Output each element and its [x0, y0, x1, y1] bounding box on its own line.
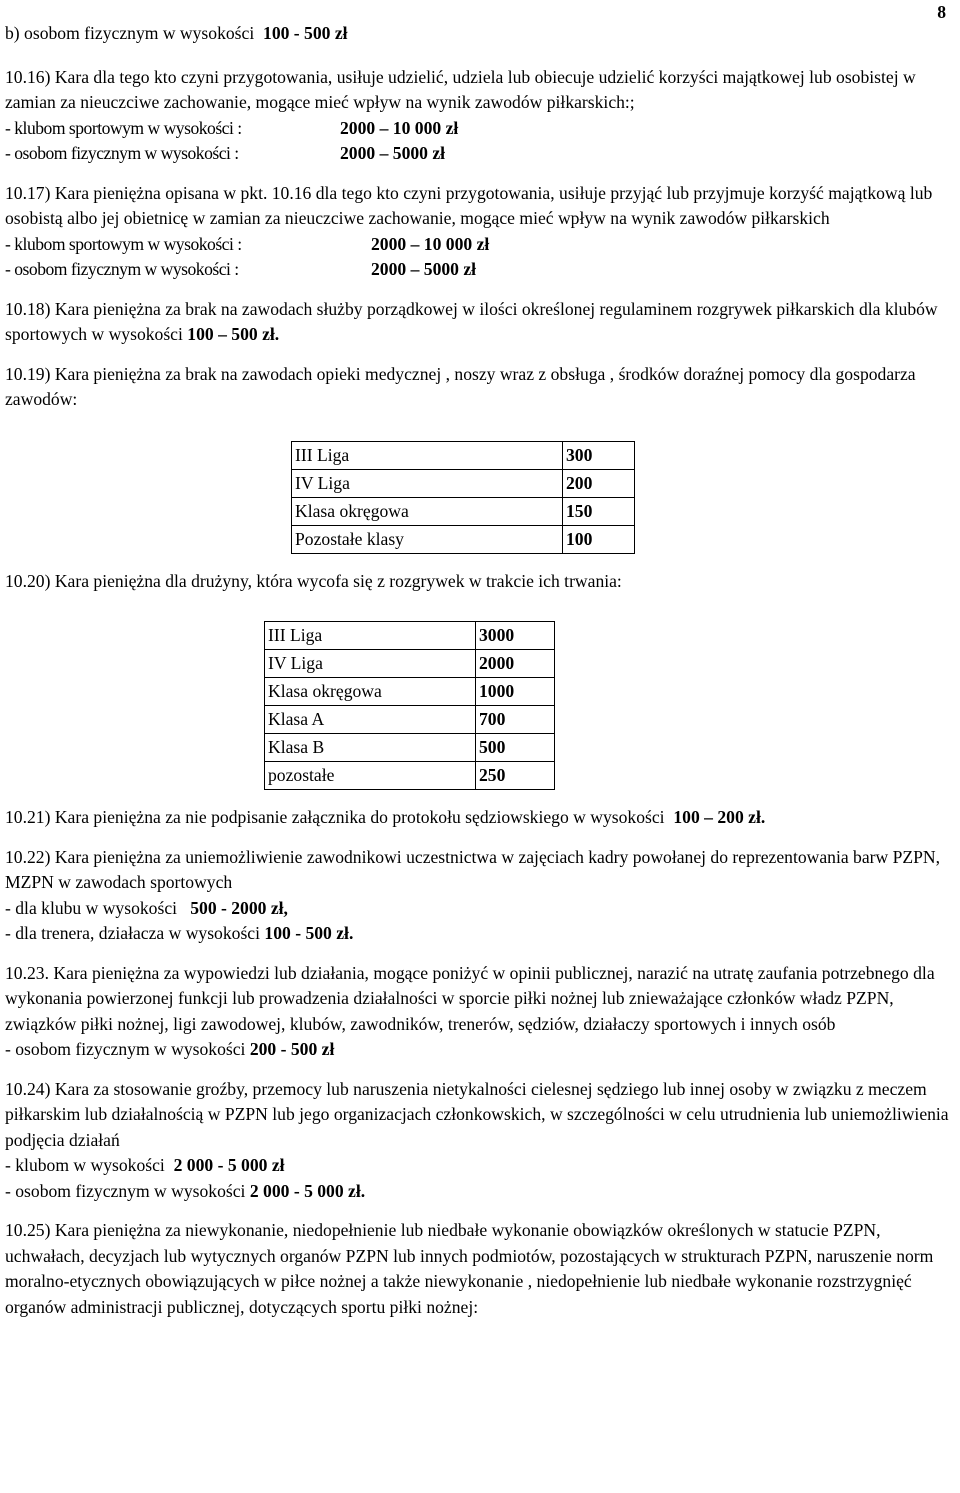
table-10-19 [291, 441, 635, 554]
league-cell: Klasa B [265, 734, 476, 762]
p16-person-row [5, 141, 955, 167]
p23-person-amount: 200 - 500 zł [249, 1039, 335, 1059]
amount-cell: 250 [476, 762, 555, 790]
p22-coach-label: - dla trenera, działacza w wysokości [5, 923, 260, 943]
amount-cell: 300 [563, 441, 635, 469]
p16-club-row [5, 116, 955, 142]
table-row [265, 622, 555, 650]
paragraph-10-19: 10.19) Kara pieniężna za brak na zawodach opieki medycznej , noszy wraz z obsługa , środków doraźnej pomocy dla gospodarza zawodów: [5, 363, 916, 409]
item-b-amount: 100 - 500 zł [263, 23, 348, 43]
table-row [292, 469, 635, 497]
amount-cell: 1000 [476, 678, 555, 706]
p22-club-label: - dla klubu w wysokości [5, 897, 178, 918]
p23-person-label: - osobom fizycznym w wysokości [5, 1039, 246, 1059]
p16-club-amount: 2000 – 10 000 zł [340, 117, 459, 138]
paragraph-10-22: 10.22) Kara pieniężna za uniemożliwienie zawodnikowi uczestnictwa w zajęciach kadry powołanej do reprezentowania barw PZPN, MZPN w zawodach sportowych [5, 846, 941, 892]
paragraph-10-16: 10.16) Kara dla tego kto czyni przygotowania, usiłuje udzielić, udziela lub obiecuje udzielić korzyści majątkowej lub osobistej w zamian za nieuczciwe zachowanie, mogące mieć wpływ na wynik zawodów piłkarskich:; [5, 66, 916, 112]
p17-person-amount: 2000 – 5000 zł [371, 259, 477, 279]
amount-cell: 200 [563, 469, 635, 497]
p24-person-amount: 2 000 - 5 000 zł. [249, 1180, 366, 1201]
amount-cell: 500 [476, 734, 555, 762]
item-b-text: b) osobom fizycznym w wysokości [5, 23, 255, 43]
league-cell: Klasa okręgowa [265, 678, 476, 706]
league-cell: III Liga [265, 622, 476, 650]
p16-person-label: - osobom fizycznym w wysokości : [5, 143, 239, 163]
p22-coach-amount: 100 - 500 zł. [264, 923, 354, 943]
p24-club-label: - klubom w wysokości [5, 1155, 165, 1175]
amount-cell: 2000 [476, 650, 555, 678]
item-b-line [5, 21, 955, 47]
table-row [265, 650, 555, 678]
table-row [292, 497, 635, 525]
p24-person-line [5, 1179, 955, 1205]
league-cell: Klasa okręgowa [292, 497, 563, 525]
p17-club-amount: 2000 – 10 000 zł [371, 233, 490, 254]
p17-person-label: - osobom fizycznym w wysokości : [5, 259, 239, 279]
league-cell: Klasa A [265, 706, 476, 734]
p16-club-label: - klubom sportowym w wysokości : [5, 117, 242, 138]
p16-person-amount: 2000 – 5000 zł [340, 143, 446, 163]
table-row [265, 762, 555, 790]
p17-club-label: - klubom sportowym w wysokości : [5, 233, 242, 254]
p22-club-line [5, 896, 955, 922]
p21-amount: 100 – 200 zł. [673, 807, 766, 827]
paragraph-10-17: 10.17) Kara pieniężna opisana w pkt. 10.16 dla tego kto czyni przygotowania, usiłuje przyjąć lub przyjmuje korzyść majątkową lub osobistą albo jej obietnicę w zamian za nieuczciwe zachowanie, mogące mieć wpływ na wynik zawodów piłkarskich [5, 182, 933, 228]
p23-person-line [5, 1037, 955, 1063]
p21-text: 10.21) Kara pieniężna za nie podpisanie załącznika do protokołu sędziowskiego w wysokości [5, 807, 665, 827]
league-cell: IV Liga [265, 650, 476, 678]
p17-club-row [5, 232, 955, 258]
p24-club-amount: 2 000 - 5 000 zł [173, 1155, 285, 1175]
p18-text: 10.18) Kara pieniężna za brak na zawodach służby porządkowej w ilości określonej regulaminem rozgrywek piłkarskich dla klubów sportowych w wysokości [5, 298, 938, 344]
table-row [292, 525, 635, 553]
table-row [265, 678, 555, 706]
league-cell: IV Liga [292, 469, 563, 497]
p18-amount: 100 – 500 zł. [187, 324, 280, 344]
paragraph-10-24: 10.24) Kara za stosowanie groźby, przemocy lub naruszenia nietykalności cielesnej sędziego lub innej osoby w związku z meczem piłkarskim lub działalnością w PZPN lub jego organizacjach członkowskich, w szczególności w celu utrudnienia lub uniemożliwienia podjęcia działań [5, 1078, 949, 1150]
league-cell: Pozostałe klasy [292, 525, 563, 553]
amount-cell: 100 [563, 525, 635, 553]
page-number: 8 [937, 2, 946, 22]
table-10-20 [264, 621, 555, 790]
amount-cell: 700 [476, 706, 555, 734]
p22-coach-line [5, 921, 955, 947]
league-cell: III Liga [292, 441, 563, 469]
paragraph-10-20: 10.20) Kara pieniężna dla drużyny, która wycofa się z rozgrywek w trakcie ich trwania: [5, 570, 622, 591]
table-row [292, 441, 635, 469]
p22-club-amount: 500 - 2000 zł, [190, 897, 288, 918]
p24-club-line [5, 1153, 955, 1179]
amount-cell: 150 [563, 497, 635, 525]
amount-cell: 3000 [476, 622, 555, 650]
table-row [265, 706, 555, 734]
p24-person-label: - osobom fizycznym w wysokości [5, 1180, 246, 1201]
p17-person-row [5, 257, 955, 283]
paragraph-10-21 [5, 805, 955, 831]
league-cell: pozostałe [265, 762, 476, 790]
paragraph-10-25: 10.25) Kara pieniężna za niewykonanie, niedopełnienie lub niedbałe wykonanie obowiązków określonych w statucie PZPN, uchwałach, decyzjach lub wytycznych organów PZPN lub innych podmiotów, pozostających w strukturach PZPN, naruszenie norm moralno-etycznych obowiązujących w piłce nożnej a także niewykonanie , niedopełnienie lub niedbałe wykonanie rozstrzygnięć organów administracji publicznej, dotyczących sportu piłki nożnej: [5, 1220, 934, 1317]
paragraph-10-18 [5, 297, 955, 348]
document-body [5, 21, 955, 1320]
table-row [265, 734, 555, 762]
paragraph-10-23: 10.23. Kara pieniężna za wypowiedzi lub działania, mogące poniżyć w opinii publicznej, narazić na utratę zaufania potrzebnego dla wykonania powierzonej funkcji lub prowadzenia działalności w sporcie piłki nożnej lub znieważające członków władz PZPN, związków piłki nożnej, ligi zawodowej, klubów, zawodników, trenerów, sędziów, działaczy sportowych i innych osób [5, 962, 935, 1034]
